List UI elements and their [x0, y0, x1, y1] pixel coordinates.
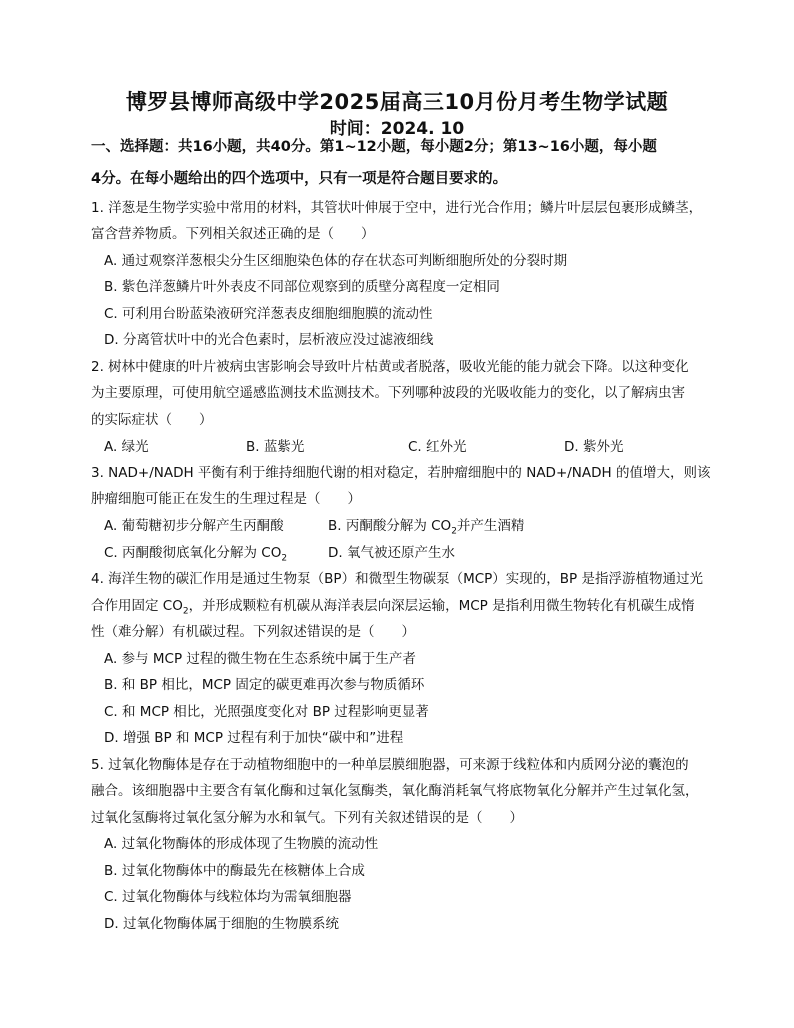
q4-stem-line-3: 性（难分解）有机碳过程。下列叙述错误的是（ ）: [91, 624, 415, 640]
q2-option-d: D. 紫外光: [564, 439, 624, 455]
q1-option-c: C. 可利用台盼蓝染液研究洋葱表皮细胞细胞膜的流动性: [104, 306, 433, 322]
q4-stem-subscript: 2: [182, 606, 189, 617]
q5-stem-line-2: 融合。该细胞器中主要含有氧化酶和过氧化氢酶类，氧化酶消耗氧气将底物氧化分解并产生过氧化氢，: [91, 783, 699, 799]
q3-option-c-text: C. 丙酮酸彻底氧化分解为 CO: [104, 545, 282, 561]
q4-option-b: B. 和 BP 相比，MCP 固定的碳更难再次参与物质循环: [104, 677, 425, 693]
q3-option-b-subscript: 2: [451, 526, 457, 537]
q1-option-d: D. 分离管状叶中的光合色素时，层析液应没过滤液细线: [104, 332, 434, 348]
q2-stem-line-1: 2. 树林中健康的叶片被病虫害影响会导致叶片枯黄或者脱落，吸收光能的能力就会下降。以这种变化: [91, 359, 689, 375]
section-instruction-line-1: 一、选择题：共16小题，共40分。第1~12小题，每小题2分；第13~16小题，每小题: [91, 139, 657, 155]
q4-stem-line-2-tail: ，并形成颗粒有机碳从海洋表层向深层运输，MCP 是指利用微生物转化有机碳生成惰: [188, 598, 695, 614]
q2-option-a: A. 绿光: [104, 439, 149, 455]
q3-stem-line-1: 3. NAD+/NADH 平衡有利于维持细胞代谢的相对稳定，若肿瘤细胞中的 NAD+/NADH 的值增大，则该: [91, 465, 711, 481]
q4-option-c: C. 和 MCP 相比，光照强度变化对 BP 过程影响更显著: [104, 704, 429, 720]
q5-stem-line-3: 过氧化氢酶将过氧化氢分解为水和氧气。下列有关叙述错误的是（ ）: [91, 810, 523, 826]
q2-stem-line-2: 为主要原理，可使用航空遥感监测技术监测技术。下列哪种波段的光吸收能力的变化，以了解病虫害: [91, 385, 685, 401]
q4-option-d: D. 增强 BP 和 MCP 过程有利于加快“碳中和”进程: [104, 730, 404, 746]
q3-option-d: D. 氧气被还原产生水: [328, 545, 455, 561]
exam-time: 时间：2024. 10: [329, 119, 465, 139]
q5-option-c: C. 过氧化物酶体与线粒体均为需氧细胞器: [104, 889, 352, 905]
q4-stem-line-2: [91, 596, 695, 622]
q3-option-c-subscript: 2: [281, 553, 288, 564]
q1-stem-line-2: 富含营养物质。下列相关叙述正确的是（ ）: [91, 226, 375, 242]
q3-option-b-text: B. 丙酮酸分解为 CO: [328, 518, 452, 534]
q1-option-a: A. 通过观察洋葱根尖分生区细胞染色体的存在状态可判断细胞所处的分裂时期: [104, 253, 568, 269]
page-title: 博罗县博师高级中学2025届高三10月份月考生物学试题: [125, 90, 669, 114]
q5-option-b: B. 过氧化物酶体中的酶最先在核糖体上合成: [104, 863, 365, 879]
q4-stem-line-1: 4. 海洋生物的碳汇作用是通过生物泵（BP）和微型生物碳泵（MCP）实现的，BP 是指浮游植物通过光: [91, 571, 703, 587]
q2-option-b: B. 蓝紫光: [246, 439, 305, 455]
q3-option-c: [104, 543, 287, 569]
q4-option-a: A. 参与 MCP 过程的微生物在生态系统中属于生产者: [104, 651, 416, 667]
q5-stem-line-1: 5. 过氧化物酶体是存在于动植物细胞中的一种单层膜细胞器，可来源于线粒体和内质网分泌的囊泡的: [91, 757, 689, 773]
q5-option-d: D. 过氧化物酶体属于细胞的生物膜系统: [104, 916, 339, 932]
q1-option-b: B. 紫色洋葱鳞片叶外表皮不同部位观察到的质壁分离程度一定相同: [104, 279, 500, 295]
section-instruction-line-2: 4分。在每小题给出的四个选项中，只有一项是符合题目要求的。: [91, 171, 508, 187]
q3-stem-line-2: 肿瘤细胞可能正在发生的生理过程是（ ）: [91, 491, 361, 507]
q2-option-c: C. 红外光: [408, 439, 467, 455]
q3-option-b: [328, 516, 524, 542]
q3-option-b-tail: 并产生酒精: [456, 518, 525, 534]
q1-stem-line-1: 1. 洋葱是生物学实验中常用的材料，其管状叶伸展于空中，进行光合作用；鳞片叶层层包裹形成鳞茎，: [91, 200, 703, 216]
q2-stem-line-3: 的实际症状（ ）: [91, 412, 213, 428]
q4-stem-line-2-text: 合作用固定 CO: [91, 598, 183, 614]
q5-option-a: A. 过氧化物酶体的形成体现了生物膜的流动性: [104, 836, 379, 852]
q3-option-a: A. 葡萄糖初步分解产生丙酮酸: [104, 518, 284, 534]
